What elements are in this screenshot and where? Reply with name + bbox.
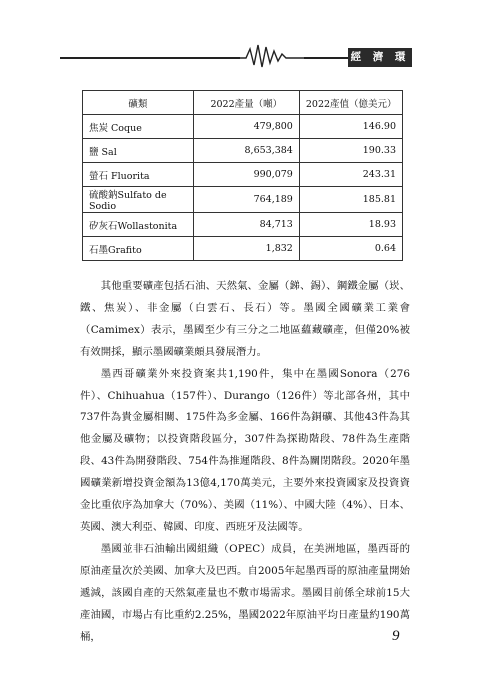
column-header: 2022產值（億美元） [299, 91, 402, 115]
production-tons: 764,189 [193, 187, 299, 213]
mineral-name: 硫酸鈉Sulfato de Sodio [83, 187, 194, 213]
table-row [83, 163, 403, 187]
production-value: 0.64 [299, 237, 402, 261]
production-tons: 84,713 [193, 213, 299, 237]
mineral-name: 焦炭 Coque [83, 115, 194, 139]
column-header: 2022產量（噸） [193, 91, 299, 115]
production-tons: 990,079 [193, 163, 299, 187]
body-text [80, 276, 410, 648]
header-rule-left [60, 57, 240, 59]
column-header: 礦類 [83, 91, 194, 115]
page-number: 9 [392, 628, 400, 644]
header-rule-right [304, 57, 348, 59]
table-row [83, 115, 403, 139]
production-value: 190.33 [299, 139, 402, 163]
mineral-name: 矽灰石Wollastonita [83, 213, 194, 237]
paragraph: 其他重要礦產包括石油、天然氣、金屬（銻、錫）、鋼鐵金屬（崁、鐵、焦炭）、非金屬（白雲石、長石）等。墨國全國礦業工業會（Camimex）表示，墨國至少有三分之二地區蘊藏礦產，但僅20%被有效開採，顯示墨國礦業頗具發展潛力。 [80, 280, 410, 358]
production-value: 243.31 [299, 163, 402, 187]
production-value: 185.81 [299, 187, 402, 213]
mineral-name: 石墨Grafito [83, 237, 194, 261]
table-row [83, 187, 403, 213]
production-tons: 1,832 [193, 237, 299, 261]
production-value: 146.90 [299, 115, 402, 139]
mineral-name: 螢石 Fluorita [83, 163, 194, 187]
mineral-production-table [82, 90, 403, 261]
section-title: 經 濟 環 境 [348, 48, 412, 67]
table-header-row [83, 91, 403, 115]
production-tons: 479,800 [193, 115, 299, 139]
production-value: 18.93 [299, 213, 402, 237]
table-row [83, 139, 403, 163]
mineral-name: 鹽 Sal [83, 139, 194, 163]
table-row [83, 213, 403, 237]
paragraph: 墨國並非石油輸出國組織（OPEC）成員，在美洲地區，墨西哥的原油產量次於美國、加拿大及巴西。自2005年起墨西哥的原油產量開始遞減，該國自產的天然氣產量也不敷市場需求。墨國目前係全球前15大產油國，市場占有比重約2.25%，墨國2022年原油平均日產量約190萬桶， [80, 542, 410, 643]
table-row [83, 237, 403, 261]
paragraph: 墨西哥礦業外來投資案共1,190件，集中在墨國Sonora（276件）、Chihuahua（157件）、Durango（126件）等北部各州，其中737件為貴金屬相關、175件為多金屬、166件為銅礦、其他43件為其他金屬及礦物；以投資階段區分，307件為探勘階段、78件為生產階段、43件為開發階段、754件為推遲階段、8件為關閉階段。2020年墨國礦業新增投資金額為13億4,170萬美元，主要外來投資國家及投資資金比重依序為加拿大（70%）、美國（11%）、中國大陸（4%）、日本、英國、澳大利亞、韓國、印度、西班牙及法國等。 [80, 367, 410, 533]
production-tons: 8,653,384 [193, 139, 299, 163]
heartbeat-wave-icon [238, 41, 306, 71]
